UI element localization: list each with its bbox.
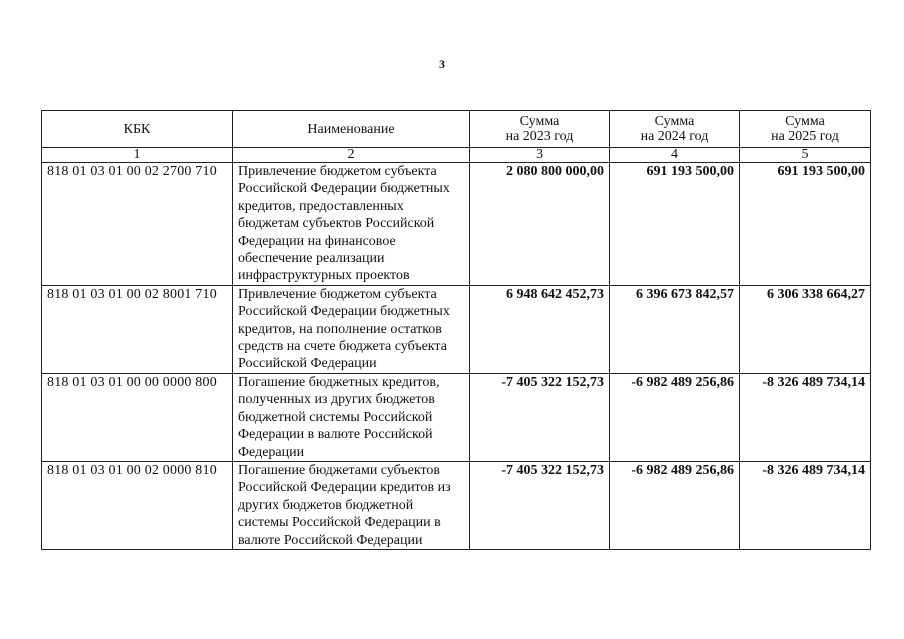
name-cell: Привлечение бюджетом субъекта Российской Федерации бюджетных кредитов, на пополнение остатков средств на счете бюджета субъекта Российской Федерации [233, 285, 470, 373]
sum-2025-cell: -8 326 489 734,14 [740, 461, 871, 549]
header-sum-2024-line2: на 2024 год [640, 129, 709, 144]
column-index-cell: 3 [470, 148, 610, 163]
sum-2023-cell: -7 405 322 152,73 [470, 373, 610, 461]
header-sum-2024 [610, 111, 740, 148]
header-sum-2023 [470, 111, 610, 148]
kbk-code-cell: 818 01 03 01 00 02 2700 710 [42, 163, 233, 286]
table-row [42, 373, 871, 461]
header-sum-2025-line1: Сумма [785, 114, 825, 129]
sum-2024-cell: -6 982 489 256,86 [610, 461, 740, 549]
table-row [42, 285, 871, 373]
sum-2025-cell: 6 306 338 664,27 [740, 285, 871, 373]
sum-2023-cell: 6 948 642 452,73 [470, 285, 610, 373]
header-sum-2025-line2: на 2025 год [771, 129, 839, 144]
table-row [42, 461, 871, 549]
kbk-code-cell: 818 01 03 01 00 00 0000 800 [42, 373, 233, 461]
sum-2024-cell: 691 193 500,00 [610, 163, 740, 286]
column-index-cell: 4 [610, 148, 740, 163]
header-sum-2023-line1: Сумма [519, 114, 560, 129]
kbk-code-cell: 818 01 03 01 00 02 0000 810 [42, 461, 233, 549]
sum-2025-cell: -8 326 489 734,14 [740, 373, 871, 461]
column-index-row [42, 148, 871, 163]
header-name: Наименование [233, 111, 470, 148]
header-sum-2024-line1: Сумма [654, 114, 695, 129]
sum-2023-cell: -7 405 322 152,73 [470, 461, 610, 549]
column-index-cell: 2 [233, 148, 470, 163]
sum-2025-cell: 691 193 500,00 [740, 163, 871, 286]
kbk-code-cell: 818 01 03 01 00 02 8001 710 [42, 285, 233, 373]
sum-2024-cell: -6 982 489 256,86 [610, 373, 740, 461]
column-index-cell: 1 [42, 148, 233, 163]
page-number: 3 [439, 57, 445, 71]
table-row [42, 163, 871, 286]
header-sum-2025 [740, 111, 871, 148]
name-cell: Погашение бюджетных кредитов, полученных из других бюджетов бюджетной системы Российской Федерации в валюте Российской Федерации [233, 373, 470, 461]
budget-sources-table [41, 110, 871, 550]
name-cell: Привлечение бюджетом субъекта Российской Федерации бюджетных кредитов, предоставленных бюджетам субъектов Российской Федерации на финансовое обеспечение реализации инфраструктурных проектов [233, 163, 470, 286]
sum-2023-cell: 2 080 800 000,00 [470, 163, 610, 286]
table-header-row [42, 111, 871, 148]
sum-2024-cell: 6 396 673 842,57 [610, 285, 740, 373]
header-kbk: КБК [42, 111, 233, 148]
name-cell: Погашение бюджетами субъектов Российской Федерации кредитов из других бюджетов бюджетной системы Российской Федерации в валюте Российской Федерации [233, 461, 470, 549]
header-sum-2023-line2: на 2023 год [505, 129, 574, 144]
column-index-cell: 5 [740, 148, 871, 163]
